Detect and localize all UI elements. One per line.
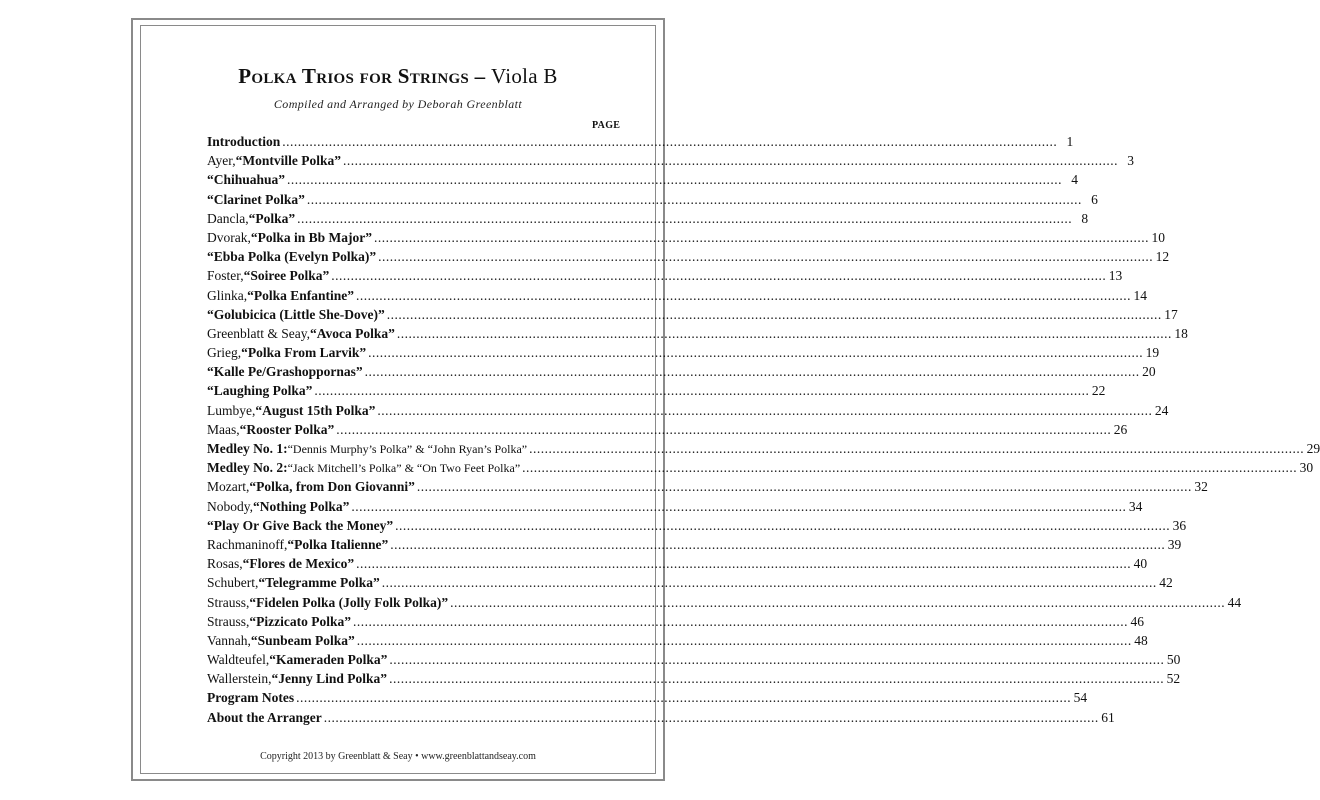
toc-dot-leader: ........................................................................................................................................................................................................	[297, 210, 1073, 226]
toc-entry-text: “Telegramme Polka”	[258, 575, 380, 591]
toc-page-number: 1	[1066, 134, 1074, 149]
toc-dot-leader: ........................................................................................................................................................................................................	[374, 229, 1150, 245]
toc-page-number: 13	[1108, 268, 1123, 284]
toc-entry	[207, 362, 1156, 381]
toc-page-number: 8	[1081, 210, 1089, 226]
page-column-header: PAGE	[592, 120, 621, 131]
toc-entry-text: Nobody,	[207, 498, 253, 514]
toc-dot-leader: ........................................................................................................................................................................................................	[368, 345, 1144, 361]
toc-page-number: 30	[1299, 460, 1314, 476]
toc-page-number: 19	[1145, 345, 1160, 361]
toc-page-number: 12	[1155, 249, 1170, 265]
toc-page-number: 29	[1306, 441, 1320, 456]
toc-entry-text: “Rooster Polka”	[239, 421, 335, 437]
toc-entry-text: Glinka,	[207, 287, 248, 303]
toc-entry-text: Dvorak,	[207, 229, 251, 245]
toc-entry-text: Maas,	[207, 421, 240, 437]
toc-entry-text: Grieg,	[207, 345, 242, 361]
toc-entry-text: Foster,	[207, 268, 244, 284]
toc-entry	[207, 477, 1208, 496]
toc-entry-text: Vannah,	[207, 632, 251, 648]
toc-dot-leader: ........................................................................................................................................................................................................	[364, 364, 1140, 380]
toc-page-number: 61	[1101, 709, 1115, 725]
toc-entry	[207, 170, 1079, 189]
toc-page-number: 20	[1142, 364, 1156, 380]
toc-page-number: 42	[1159, 575, 1173, 591]
toc-entry-text: Schubert,	[207, 575, 259, 591]
toc-dot-leader: ........................................................................................................................................................................................................	[356, 556, 1132, 572]
toc-dot-leader: ........................................................................................................................................................................................................	[331, 268, 1107, 284]
toc-entry-text: “Kameraden Polka”	[269, 652, 388, 668]
toc-dot-leader: ........................................................................................................................................................................................................	[522, 460, 1298, 476]
toc-entry	[207, 612, 1144, 631]
toc-entry-text: “Sunbeam Polka”	[250, 632, 355, 648]
toc-dot-leader: ........................................................................................................................................................................................................	[389, 652, 1165, 668]
toc-page-number: 22	[1091, 383, 1106, 399]
toc-entry	[207, 151, 1134, 170]
toc-entry-text: Rachmaninoff,	[207, 536, 288, 552]
toc-entry	[207, 669, 1181, 688]
toc-entry-text: “Jenny Lind Polka”	[271, 671, 388, 687]
toc-entry-text: Introduction	[207, 134, 281, 149]
toc-page-number: 48	[1134, 632, 1148, 648]
toc-entry-text: “Montville Polka”	[235, 153, 341, 169]
toc-entry	[207, 190, 1098, 209]
toc-entry	[207, 458, 1314, 477]
toc-dot-leader: ........................................................................................................................................................................................................	[351, 498, 1127, 514]
title-main: Polka Trios for Strings	[238, 64, 470, 88]
toc-entry-text: “Polka in Bb Major”	[250, 229, 373, 245]
toc-page-number: 36	[1172, 517, 1187, 533]
toc-entry-text: “Flores de Mexico”	[242, 556, 355, 572]
document-subtitle: Compiled and Arranged by Deborah Greenblatt	[273, 97, 523, 111]
toc-entry-text: “Fidelen Polka (Jolly Folk Polka)”	[249, 594, 449, 610]
toc-page-number: 10	[1151, 229, 1166, 245]
toc-entry	[207, 343, 1160, 362]
toc-dot-leader: ........................................................................................................................................................................................................	[395, 517, 1171, 533]
toc-entry-text: Strauss,	[207, 594, 250, 610]
toc-entry-text: “Nothing Polka”	[253, 498, 350, 514]
toc-entry-text: “Polka Italienne”	[287, 536, 389, 552]
toc-entry-text: “Clarinet Polka”	[207, 191, 305, 207]
toc-entry	[207, 420, 1128, 439]
toc-entry	[207, 650, 1181, 669]
toc-entry-text: “Play Or Give Back the Money”	[207, 517, 394, 533]
toc-dot-leader: ........................................................................................................................................................................................................	[386, 306, 1162, 322]
toc-entry-text: “Avoca Polka”	[309, 325, 395, 341]
toc-entry	[207, 324, 1188, 343]
toc-entry-text: Medley No. 1:	[207, 441, 288, 456]
toc-page-number: 34	[1128, 498, 1143, 514]
toc-dot-leader: ........................................................................................................................................................................................................	[389, 671, 1165, 687]
toc-page-number: 44	[1227, 594, 1242, 610]
toc-dot-leader: ........................................................................................................................................................................................................	[377, 402, 1153, 418]
toc-dot-leader: ........................................................................................................................................................................................................	[282, 134, 1058, 149]
toc-entry-text: “Kalle Pe/Grashoppornas”	[207, 364, 363, 380]
toc-dot-leader: ........................................................................................................................................................................................................	[314, 383, 1090, 399]
toc-page-number: 17	[1164, 306, 1178, 322]
toc-entry-text: Lumbye,	[207, 402, 256, 418]
toc-dot-leader: ........................................................................................................................................................................................................	[296, 690, 1072, 706]
toc-dot-leader: ........................................................................................................................................................................................................	[529, 441, 1305, 456]
toc-page-number: 39	[1167, 536, 1182, 552]
toc-page-number: 14	[1133, 287, 1148, 303]
toc-dot-leader: ........................................................................................................................................................................................................	[396, 325, 1172, 341]
toc-entry-text: “Pizzicato Polka”	[249, 613, 351, 629]
toc-entry	[207, 593, 1242, 612]
toc-entry-text: About the Arranger	[207, 709, 322, 725]
toc-entry	[207, 535, 1182, 554]
toc-dot-leader: ........................................................................................................................................................................................................	[287, 172, 1063, 188]
toc-entry	[207, 688, 1088, 707]
toc-entry	[207, 266, 1123, 285]
toc-entry	[207, 439, 1320, 458]
toc-entry-text: “Polka From Larvik”	[241, 345, 367, 361]
toc-page-number: 46	[1130, 613, 1144, 629]
toc-entry-text: Wallerstein,	[207, 671, 272, 687]
toc-dot-leader: ........................................................................................................................................................................................................	[416, 479, 1192, 495]
toc-page-number: 50	[1166, 652, 1181, 668]
toc-entry	[207, 516, 1187, 535]
toc-dot-leader: ........................................................................................................................................................................................................	[306, 191, 1082, 207]
toc-entry-text: Dancla,	[207, 210, 249, 226]
toc-entry	[207, 228, 1166, 247]
toc-entry	[207, 381, 1106, 400]
toc-entry	[207, 209, 1089, 228]
copyright-footer: Copyright 2013 by Greenblatt & Seay • www.greenblattandseay.com	[260, 751, 536, 762]
table-of-contents	[207, 132, 1320, 727]
title-part: Viola B	[490, 64, 558, 88]
toc-entry	[207, 631, 1148, 650]
toc-entry-text: “Jack Mitchell’s Polka” & “On Two Feet Polka”	[287, 461, 521, 476]
toc-entry-text: Ayer,	[207, 153, 236, 169]
toc-entry-text: “Polka Enfantine”	[247, 287, 355, 303]
toc-entry-text: “August 15th Polka”	[255, 402, 376, 418]
toc-page-number: 26	[1113, 421, 1128, 437]
toc-dot-leader: ........................................................................................................................................................................................................	[353, 613, 1128, 629]
document-title	[140, 64, 656, 89]
toc-entry-text: “Polka”	[248, 210, 296, 226]
toc-dot-leader: ........................................................................................................................................................................................................	[390, 536, 1166, 552]
toc-dot-leader: ........................................................................................................................................................................................................	[450, 594, 1226, 610]
toc-entry	[207, 497, 1143, 516]
toc-entry	[207, 708, 1115, 727]
toc-page-number: 52	[1166, 671, 1181, 687]
toc-page-number: 18	[1174, 325, 1188, 341]
toc-entry-text: Mozart,	[207, 479, 250, 495]
toc-entry	[207, 247, 1170, 266]
toc-entry-text: “Laughing Polka”	[207, 383, 313, 399]
toc-entry	[207, 573, 1173, 592]
toc-page-number: 24	[1154, 402, 1169, 418]
toc-dot-leader: ........................................................................................................................................................................................................	[342, 153, 1118, 169]
toc-entry-text: Waldteufel,	[207, 652, 270, 668]
toc-dot-leader: ........................................................................................................................................................................................................	[378, 249, 1154, 265]
title-dash: –	[469, 64, 491, 88]
toc-entry-text: Rosas,	[207, 556, 243, 572]
toc-entry-text: “Dennis Murphy’s Polka” & “John Ryan’s Polka”	[287, 442, 528, 456]
toc-page-number: 32	[1194, 479, 1208, 495]
toc-entry-text: “Chihuahua”	[207, 172, 286, 188]
toc-entry	[207, 401, 1169, 420]
toc-page-number: 6	[1091, 191, 1098, 207]
toc-page-number: 3	[1127, 153, 1134, 169]
toc-entry-text: Medley No. 2:	[207, 460, 288, 476]
toc-entry-text: “Polka, from Don Giovanni”	[249, 479, 415, 495]
toc-dot-leader: ........................................................................................................................................................................................................	[356, 632, 1132, 648]
toc-entry-text: Program Notes	[207, 690, 295, 706]
toc-entry-text: “Golubicica (Little She-Dove)”	[207, 306, 385, 322]
toc-entry	[207, 132, 1074, 151]
toc-page-number: 40	[1133, 556, 1148, 572]
toc-page-number: 4	[1071, 172, 1079, 188]
toc-entry	[207, 554, 1148, 573]
toc-dot-leader: ........................................................................................................................................................................................................	[356, 287, 1132, 303]
toc-entry-text: “Ebba Polka (Evelyn Polka)”	[207, 249, 377, 265]
toc-page-number: 54	[1073, 690, 1088, 706]
toc-entry	[207, 305, 1178, 324]
toc-entry	[207, 286, 1148, 305]
toc-entry-text: Strauss,	[207, 613, 250, 629]
toc-dot-leader: ........................................................................................................................................................................................................	[336, 421, 1112, 437]
toc-dot-leader: ........................................................................................................................................................................................................	[323, 709, 1099, 725]
toc-dot-leader: ........................................................................................................................................................................................................	[381, 575, 1157, 591]
toc-entry-text: Greenblatt & Seay,	[207, 325, 310, 341]
toc-entry-text: “Soiree Polka”	[243, 268, 330, 284]
